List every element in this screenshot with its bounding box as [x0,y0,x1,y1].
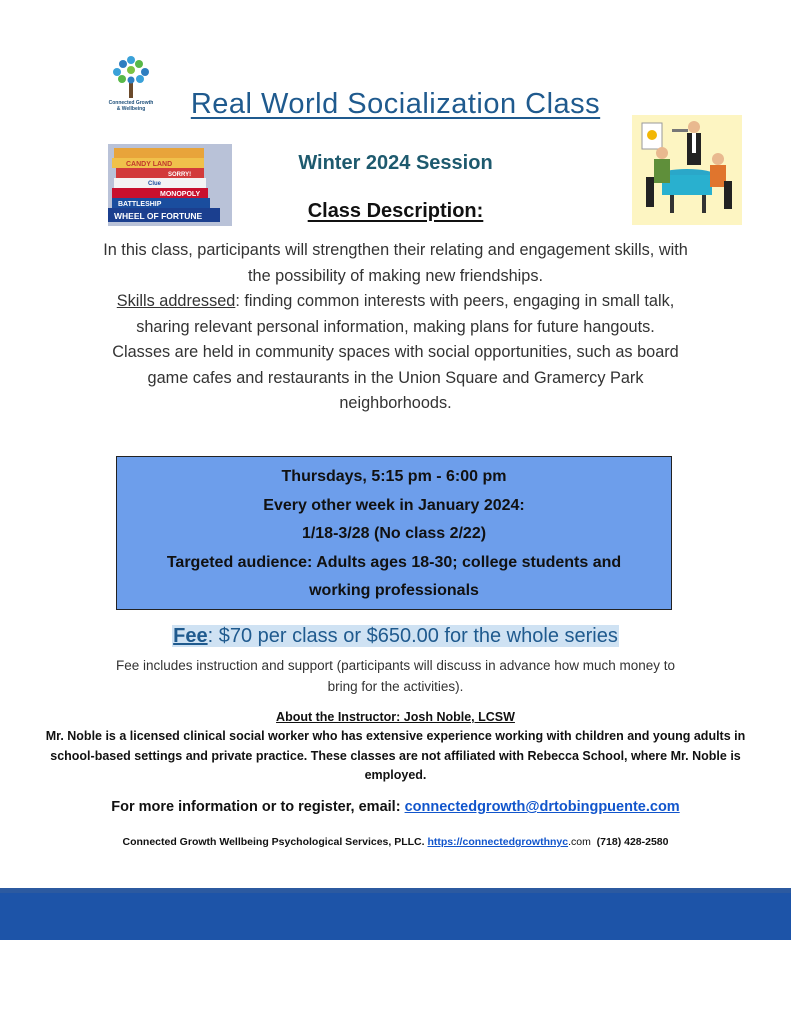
description-paragraph-1: In this class, participants will strengthen their relating and engagement skills, with the possibility of making new friendships. [103,241,688,285]
fee-label: Fee [173,625,208,647]
schedule-line-1: Thursdays, 5:15 pm - 6:00 pm [281,468,507,485]
contact-email-link[interactable]: connectedgrowth@drtobingpuente.com [404,799,680,815]
skills-label: Skills addressed [116,292,236,310]
page-title: Real World Socialization Class [190,88,601,120]
contact-prefix: For more information or to register, email: [111,799,405,815]
game-label-clue: Clue [148,181,162,187]
instructor-heading: About the Instructor: Josh Noble, LCSW [276,710,515,724]
schedule-box [116,456,672,610]
description-paragraph-3: Classes are held in community spaces with social opportunities, such as board game cafes and restaurants in the Union Square and Gramercy Park neighborhoods. [112,343,679,412]
description-heading: Class Description: [307,200,484,222]
footer-url-link[interactable]: https://connectedgrowthnyc [427,836,569,848]
schedule-line-3: 1/18-3/28 (No class 2/22) [301,525,487,542]
footer-info [0,836,791,848]
footer-bar [0,893,791,940]
game-label-battleship: BATTLESHIP [118,201,162,208]
contact-line [0,799,791,815]
game-label-candyland: CANDY LAND [126,161,173,168]
footer-phone: (718) 428-2580 [590,836,669,848]
footer-url-suffix: .com [568,836,591,848]
game-label-sorry: SORRY! [168,172,192,178]
logo-caption-line2: & Wellbeing [116,106,146,112]
fee-highlight [172,625,619,647]
session-title: Winter 2024 Session [298,152,493,174]
skills-text: : finding common interests with peers, engaging in small talk, sharing relevant personal information, making plans for future hangouts. [136,292,675,336]
footer-org: Connected Growth Wellbeing Psychological Services, PLLC. [122,836,428,848]
description-paragraph-2 [100,289,691,340]
description-body [100,238,691,417]
schedule-line-2: Every other week in January 2024: [263,496,525,514]
instructor-body: Mr. Noble is a licensed clinical social worker who has extensive experience working with children and young adults in school-based settings and private practice. These classes are not affiliated with Rebecca School, where Mr. Noble is employed. [45,729,746,782]
fee-note: Fee includes instruction and support (participants will discuss in advance how much money to bring for the activities). [115,658,676,694]
schedule-line-5: working professionals [309,582,479,599]
schedule-line-4: Targeted audience: Adults ages 18-30; college students and [166,553,622,571]
fee-line [0,625,791,648]
game-label-monopoly: MONOPOLY [160,191,201,198]
logo-caption-line1: Connected Growth [108,100,154,106]
game-label-wheel: WHEEL OF FORTUNE [114,211,203,221]
fee-text: : $70 per class or $650.00 for the whole series [207,625,618,647]
